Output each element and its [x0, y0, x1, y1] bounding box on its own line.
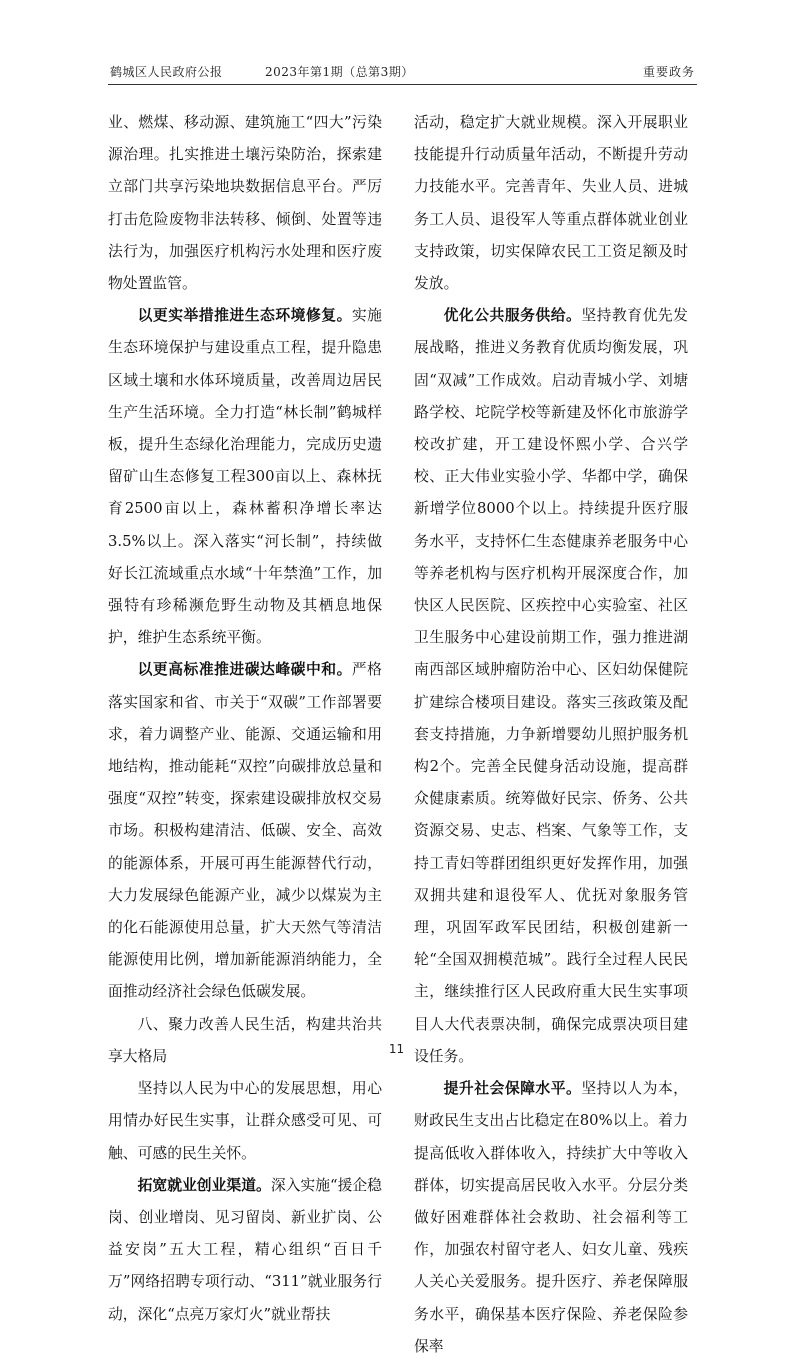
paragraph: [108, 1170, 382, 1331]
paragraph-body: 坚持教育优先发展战略，推进义务教育优质均衡发展，巩固“双减”工作成效。启动青城小学、刘塘路学校、坨院学校等新建及怀化市旅游学校改扩建，开工建设怀熙小学、合兴学校、正大伟业实验小学、华都中学，确保新增学位8000个以上。持续提升医疗服务水平，支持怀仁生态健康养老服务中心等养老机构与医疗机构开展深度合作，加快区人民医院、区疾控中心实验室、社区卫生服务中心建设前期工作，强力推进湖南西部区域肿瘤防治中心、区妇幼保健院扩建综合楼项目建设。落实三孩政策及配套支持措施，力争新增婴幼儿照护服务机构2个。完善全民健身活动设施，提高群众健康素质。统筹做好民宗、侨务、公共资源交易、史志、档案、气象等工作，支持工青妇等群团组织更好发挥作用，加强双拥共建和退役军人、优抚对象服务管理，巩固军政军民团结，积极创建新一轮“全国双拥模范城”。践行全过程人民民主，继续推行区人民政府重大民生实事项目人大代表票决制，确保完成票决项目建设任务。: [414, 307, 688, 1065]
paragraph: 活动，稳定扩大就业规模。深入开展职业技能提升行动质量年活动，不断提升劳动力技能水平。完善青年、失业人员、进城务工人员、退役军人等重点群体就业创业支持政策，切实保障农民工工资足额及时发放。: [414, 114, 688, 293]
header-publication-name: 鹤城区人民政府公报: [110, 65, 223, 79]
paragraph-body: 深入实施“援企稳岗、创业增岗、见习留岗、新业扩岗、公益安岗”五大工程，精心组织“百日千万”网络招聘专项行动、“311”就业服务行动，深化“点亮万家灯火”就业帮扶: [108, 1176, 382, 1323]
paragraph-body: 坚持以人为本，财政民生支出占比稳定在80%以上。着力提高低收入群体收入，持续扩大中等收入群体，切实提高居民收入水平。分层分类做好困难群体社会救助、社会福利等工作，加强农村留守老人、妇女儿童、残疾人关心关爱服务。提升医疗、养老保障服务水平，确保基本医疗保险、养老保险参保率: [414, 1080, 688, 1355]
paragraph-body: 严格落实国家和省、市关于“双碳”工作部署要求，着力调整产业、能源、交通运输和用地结构，推动能耗“双控”向碳排放总量和强度“双控”转变，探索建设碳排放权交易市场。积极构建清洁、低碳、安全、高效的能源体系，开展可再生能源替代行动，大力发展绿色能源产业，减少以煤炭为主的化石能源使用总量，扩大天然气等清洁能源使用比例，增加新能源消纳能力，全面推动经济社会绿色低碳发展。: [108, 661, 382, 1001]
paragraph-body: 实施生态环境保护与建设重点工程，提升隐患区域土壤和水体环境质量，改善周边居民生产生活环境。全力打造“林长制”鹤城样板，提升生态绿化治理能力，完成历史遗留矿山生态修复工程300亩以上、森林抚育2500亩以上，森林蓄积净增长率达3.5%以上。深入落实“河长制”，持续做好长江流域重点水域“十年禁渔”工作，加强特有珍稀濒危野生动物及其栖息地保护，维护生态系统平衡。: [108, 307, 382, 647]
paragraph: [108, 654, 382, 1008]
page-number: 11: [388, 1042, 405, 1056]
paragraph-heading: 优化公共服务供给。: [443, 307, 582, 325]
paragraph: 业、燃煤、移动源、建筑施工“四大”污染源治理。扎实推进土壤污染防治，探索建立部门共享污染地块数据信息平台。严厉打击危险废物非法转移、倾倒、处置等违法行为，加强医疗机构污水处理和医疗废物处置监管。: [108, 114, 382, 293]
paragraph-heading: 拓宽就业创业渠道。: [137, 1176, 271, 1194]
page-header: [110, 62, 695, 82]
left-column: [108, 107, 382, 1331]
paragraph-heading: 提升社会保障水平。: [443, 1080, 582, 1098]
header-issue-number: 2023年第1期（总第3期）: [265, 65, 414, 79]
paragraph: [108, 300, 382, 654]
paragraph: [414, 1073, 688, 1363]
paragraph: 坚持以人民为中心的发展思想，用心用情办好民生实事，让群众感受可见、可触、可感的民生关怀。: [108, 1080, 382, 1162]
header-section-name: 重要政务: [642, 65, 695, 79]
paragraph-heading: 以更实举措推进生态环境修复。: [137, 307, 352, 325]
section-heading: 八、聚力改善人民生活，构建共治共享大格局: [108, 1015, 382, 1065]
header-rule: [108, 84, 697, 85]
paragraph-heading: 以更高标准推进碳达峰碳中和。: [137, 661, 352, 679]
paragraph: [414, 300, 688, 1073]
right-column: [414, 107, 688, 1363]
